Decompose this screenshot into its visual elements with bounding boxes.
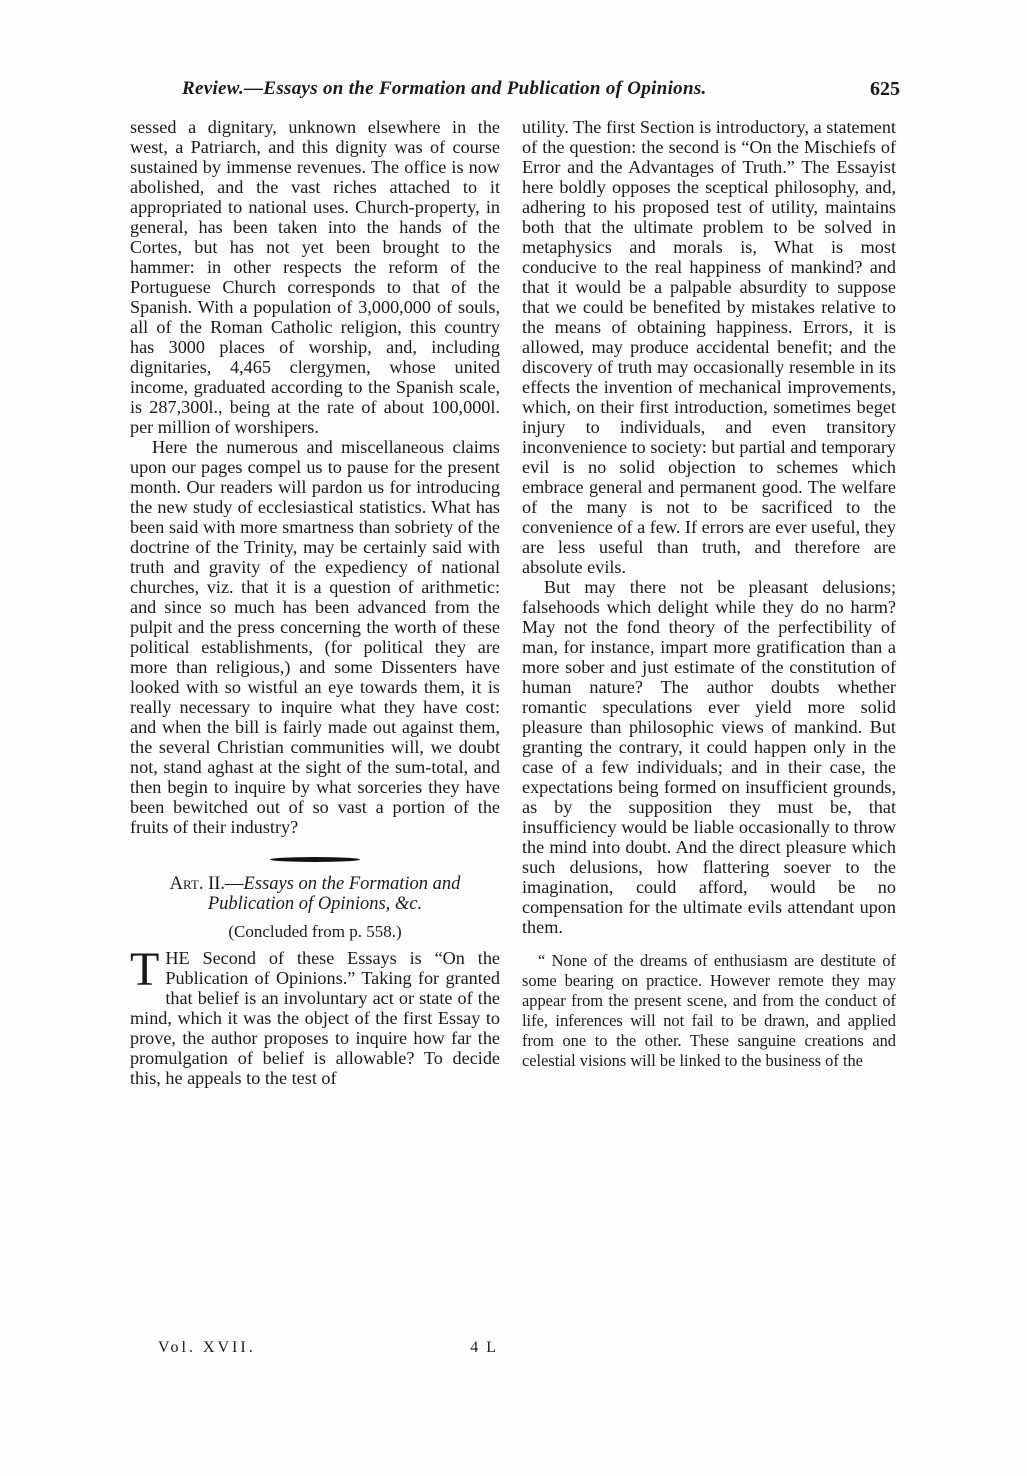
- left-paragraph-1: sessed a dignitary, unknown elsewhere in the west, a Patriarch, and this dignity was of course sustained by immense revenues. The office is now abolished, and the vast riches attached to it appropriated to national uses. Church-property, in general, has been taken into the hands of the Cortes, but has not yet been brought to the hammer: in other respects the reform of the Portuguese Church corresponds to that of the Spanish. With a population of 3,000,000 of souls, all of the Roman Catholic religion, this country has 3000 places of worship, and, including dignitaries, 4,465 clergymen, whose united income, graduated according to the Spanish scale, is 287,300l., being at the rate of about 100,000l. per million of worshipers.: [130, 117, 500, 437]
- right-paragraph-1: utility. The first Section is introductory, a statement of the question: the second is “On the Mischiefs of Error and the Advantages of Truth.” The Essayist here boldly opposes the sceptical philosophy, and, adhering to his proposed test of utility, maintains both that the ultimate problem to be solved in metaphysics and morals is, What is most conducive to the real happiness of mankind? and that it would be a palpable absurdity to suppose that we could be benefited by mistakes relative to the means of obtaining happiness. Errors, it is allowed, may produce accidental benefit; and the discovery of truth may occasionally resemble in its effects the invention of mechanical improvements, which, on their first introduction, sometimes beget injury to individuals, and even transitory inconvenience to society: but partial and temporary evil is no solid objection to schemes which embrace general and permanent good. The welfare of the many is not to be sacrificed to the convenience of a few. If errors are ever useful, they are less useful than truth, and therefore are absolute evils.: [522, 117, 896, 577]
- right-paragraph-2: But may there not be pleasant delusions; falsehoods which delight while they do no harm? May not the fond theory of the perfectibility of man, for instance, impart more gratification than a more sober and just estimate of the constitution of human nature? The author doubts whether romantic speculations ever yield more solid pleasure than philosophic views of mankind. But granting the contrary, it could happen only in the case of a few individuals; and in their case, the expectations being formed on insufficient grounds, as by the supposition they must be, that insufficiency would be liable occasionally to throw the mind into doubt. And the direct pleasure which such delusions, how flattering soever to the imagination, could afford, would be no compensation for the ultimate evils attendant upon them.: [522, 577, 896, 937]
- quote-text: “ None of the dreams of enthusiasm are destitute of some bearing on practice. However remote they may appear from the present scene, and from the conduct of life, inferences will not fail to be drawn, and applied from one to the other. These sanguine creations and celestial visions will be linked to the business of the: [522, 951, 896, 1070]
- volume-label: Vol. XVII.: [158, 1339, 256, 1356]
- section-divider: [270, 857, 360, 862]
- running-head: [130, 78, 900, 108]
- article-title: Essays on the Formation and Publication of Opinions, &c.: [207, 874, 461, 914]
- article-opening-text: HE Second of these Essays is “On the Publication of Opinions.” Taking for granted that belief is an involuntary act or state of the mind, which it was the object of the first Essay to prove, the author proposes to inquire how far the promulgation of belief is allowable? To decide this, he appeals to the test of: [130, 948, 500, 1088]
- drop-cap: T: [130, 943, 160, 996]
- block-quote: [522, 951, 896, 1071]
- running-title: Review.—Essays on the Formation and Publication of Opinions.: [182, 78, 707, 99]
- left-paragraph-2: Here the numerous and miscellaneous claims upon our pages compel us to pause for the present month. Our readers will pardon us for introducing the new study of ecclesiastical statistics. What has been said with more smartness than sobriety of the doctrine of the Trinity, may be certainly said with truth and gravity of the expediency of national churches, viz. that it is a question of arithmetic: and since so much has been advanced from the pulpit and the press concerning the worth of these political establishments, (for political they are more than religious,) and some Dissenters have looked with so wistful an eye towards them, it is really necessary to inquire what they have cost: and when the bill is fairly made out against them, the several Christian communities will, we doubt not, stand aghast at the sight of the sum-total, and then begin to inquire by what sorceries they have been bewitched out of so vast a portion of the fruits of their industry?: [130, 437, 500, 837]
- right-column: [522, 117, 896, 1071]
- article-number: Art. II.—: [169, 874, 244, 894]
- continuation-note: (Concluded from p. 558.): [228, 922, 402, 941]
- article-opening-paragraph: [130, 943, 500, 1088]
- page-footer: [158, 1339, 498, 1363]
- signature-mark: 4 L: [470, 1339, 498, 1356]
- page-number: 625: [870, 78, 900, 100]
- article-heading: [130, 874, 500, 914]
- left-column: [130, 117, 500, 1088]
